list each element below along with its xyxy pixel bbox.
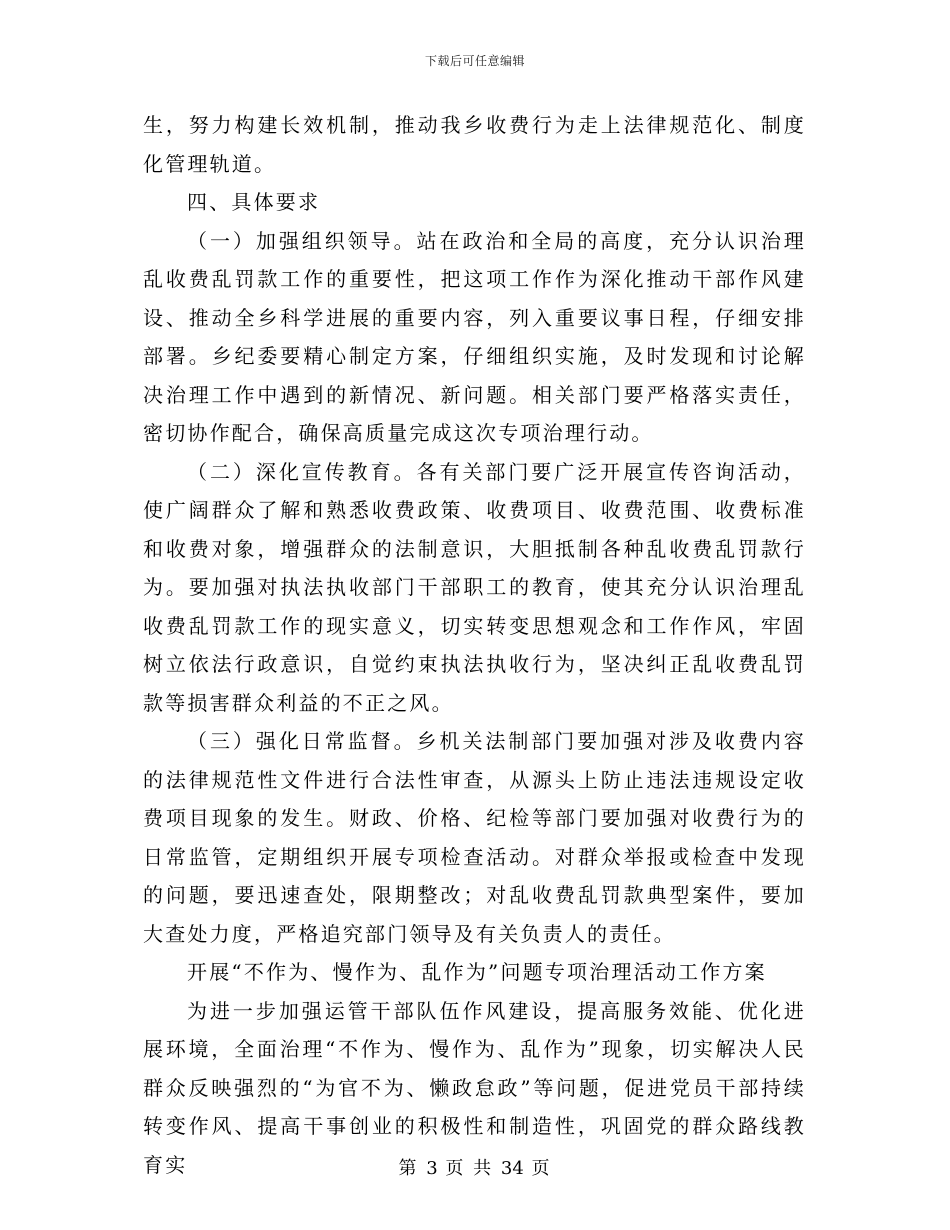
- page-footer: [0, 1154, 950, 1180]
- total-pages: 34: [500, 1158, 524, 1179]
- document-body: [143, 106, 806, 1184]
- footer-prefix: 第: [398, 1158, 419, 1179]
- section-heading-requirements: 四、具体要求: [187, 190, 321, 214]
- paragraph-organization-leadership: （一）加强组织领导。站在政治和全局的高度，充分认识治理乱收费乱罚款工作的重要性，把这项工作作为深化推动干部作风建设、推动全乡科学进展的重要内容，列入重要议事日程，仔细安排部署。乡纪委要精心制定方案，仔细组织实施，及时发现和讨论解决治理工作中遇到的新情况、新问题。相关部门要严格落实责任，密切协作配合，确保高质量完成这次专项治理行动。: [143, 228, 806, 445]
- footer-middle: 页 共: [445, 1158, 494, 1179]
- paragraph-intro: 为进一步加强运管干部队伍作风建设，提高服务效能、优化进展环境，全面治理“不作为、慢作为、乱作为”现象，切实解决人民群众反映强烈的“为官不为、懒政怠政”等问题，促进党员干部持续转变作风、提高干事创业的积极性和制造性，巩固党的群众路线教育实: [143, 998, 806, 1177]
- page-header: 下载后可任意编辑: [424, 54, 525, 68]
- footer-suffix: 页: [531, 1158, 552, 1179]
- paragraph-publicity-education: （二）深化宣传教育。各有关部门要广泛开展宣传咨询活动，使广阔群众了解和熟悉收费政策、收费项目、收费范围、收费标准和收费对象，增强群众的法制意识，大胆抵制各种乱收费乱罚款行为。要加强对执法执收部门干部职工的教育，使其充分认识治理乱收费乱罚款工作的现实意义，切实转变思想观念和工作作风，牢固树立依法行政意识，自觉约束执法执收行为，坚决纠正乱收费乱罚款等损害群众利益的不正之风。: [143, 459, 806, 715]
- paragraph-continuation: 生，努力构建长效机制，推动我乡收费行为走上法律规范化、制度化管理轨道。: [143, 113, 806, 176]
- paragraph-daily-supervision: （三）强化日常监督。乡机关法制部门要加强对涉及收费内容的法律规范性文件进行合法性审查，从源头上防止违法违规设定收费项目现象的发生。财政、价格、纪检等部门要加强对收费行为的日常监管，定期组织开展专项检查活动。对群众举报或检查中发现的问题，要迅速查处，限期整改；对乱收费乱罚款典型案件，要加大查处力度，严格追究部门领导及有关负责人的责任。: [143, 729, 806, 946]
- document-title-special-governance: 开展“不作为、慢作为、乱作为”问题专项治理活动工作方案: [187, 960, 767, 984]
- page-number: 3: [426, 1158, 438, 1179]
